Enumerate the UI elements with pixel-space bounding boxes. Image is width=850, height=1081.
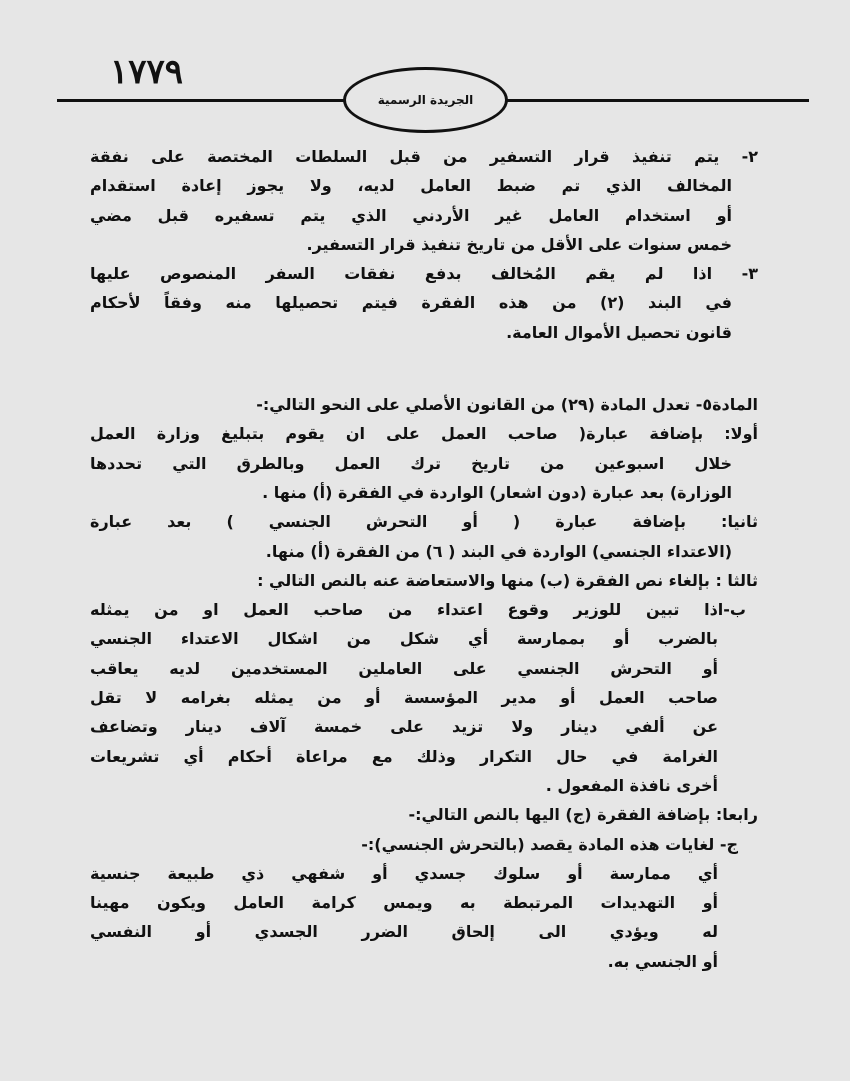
text-line: المخالف الذي تم ضبط العامل لديه، ولا يجوز إعادة استقدام <box>90 176 732 196</box>
text-line: ٢- يتم تنفيذ قرار التسفير من قبل السلطات المختصة على نفقة <box>90 147 758 166</box>
header-rule-right <box>506 99 809 102</box>
text-line: في البند (٢) من هذه الفقرة فيتم تحصيلها منه وفقاً لأحكام <box>90 293 732 313</box>
text-line: خمس سنوات على الأقل من تاريخ تنفيذ قرار التسفير. <box>306 234 732 254</box>
masthead-title: الجريدة الرسمية <box>377 93 474 107</box>
text-line: أو التهديدات المرتبطة به ويمس كرامة العامل ويكون مهينا <box>90 893 718 913</box>
text-line: صاحب العمل أو مدير المؤسسة أو من يمثله بغرامه لا تقل <box>90 688 718 708</box>
text-line: بالضرب أو بممارسة أي شكل من اشكال الاعتداء الجنسي <box>90 629 718 649</box>
text-line: أخرى نافذة المفعول . <box>545 775 718 795</box>
page-number: ١٧٧٩ <box>110 52 184 92</box>
text-line: (الاعتداء الجنسي) الواردة في البند ( ٦) من الفقرة (أ) منها. <box>265 541 732 561</box>
text-line: أي ممارسة أو سلوك جسدي أو شفهي ذي طبيعة جنسية <box>90 863 718 883</box>
text-line: قانون تحصيل الأموال العامة. <box>506 322 732 342</box>
text-line: عن ألفي دينار ولا تزيد على خمسة آلاف دينار وتضاعف <box>90 717 718 737</box>
text-line: ثالثا : بإلغاء نص الفقرة (ب) منها والاستعاضة عنه بالنص التالي : <box>257 570 758 590</box>
masthead-oval <box>343 67 508 133</box>
text-line: رابعا: بإضافة الفقرة (ج) اليها بالنص التالي:- <box>408 805 758 825</box>
text-line: ج- لغايات هذه المادة يقصد (بالتحرش الجنسي):- <box>361 834 738 854</box>
text-line: خلال اسبوعين من تاريخ ترك العمل وبالطرق التي تحددها <box>90 453 732 473</box>
text-line: أولا: بإضافة عبارة( صاحب العمل على ان يقوم بتبليغ وزارة العمل <box>90 424 758 444</box>
paragraph-gap <box>90 347 758 390</box>
text-line: أو التحرش الجنسي على العاملين المستخدمين لديه يعاقب <box>90 658 718 678</box>
text-line: الغرامة في حال التكرار وذلك مع مراعاة أحكام أي تشريعات <box>90 746 718 766</box>
text-line: له ويؤدي الى إلحاق الضرر الجسدي أو النفسي <box>90 922 718 942</box>
text-line: أو استخدام العامل غير الأردني الذي يتم تسفيره قبل مضي <box>90 205 732 225</box>
document-body <box>90 142 758 976</box>
text-line: المادة٥- تعدل المادة (٢٩) من القانون الأصلي على النحو التالي:- <box>256 395 758 415</box>
text-line: ب-اذا تبين للوزير وقوع اعتداء من صاحب العمل او من يمثله <box>90 600 746 620</box>
text-line: أو الجنسي به. <box>607 951 718 971</box>
text-line: ثانيا: بإضافة عبارة ( أو التحرش الجنسي ) بعد عبارة <box>90 512 758 532</box>
text-line: ٣- اذا لم يقم المُخالف بدفع نفقات السفر المنصوص عليها <box>90 264 758 284</box>
header-rule-left <box>57 99 347 102</box>
text-line: الوزارة) بعد عبارة (دون اشعار) الواردة في الفقرة (أ) منها . <box>262 482 732 502</box>
